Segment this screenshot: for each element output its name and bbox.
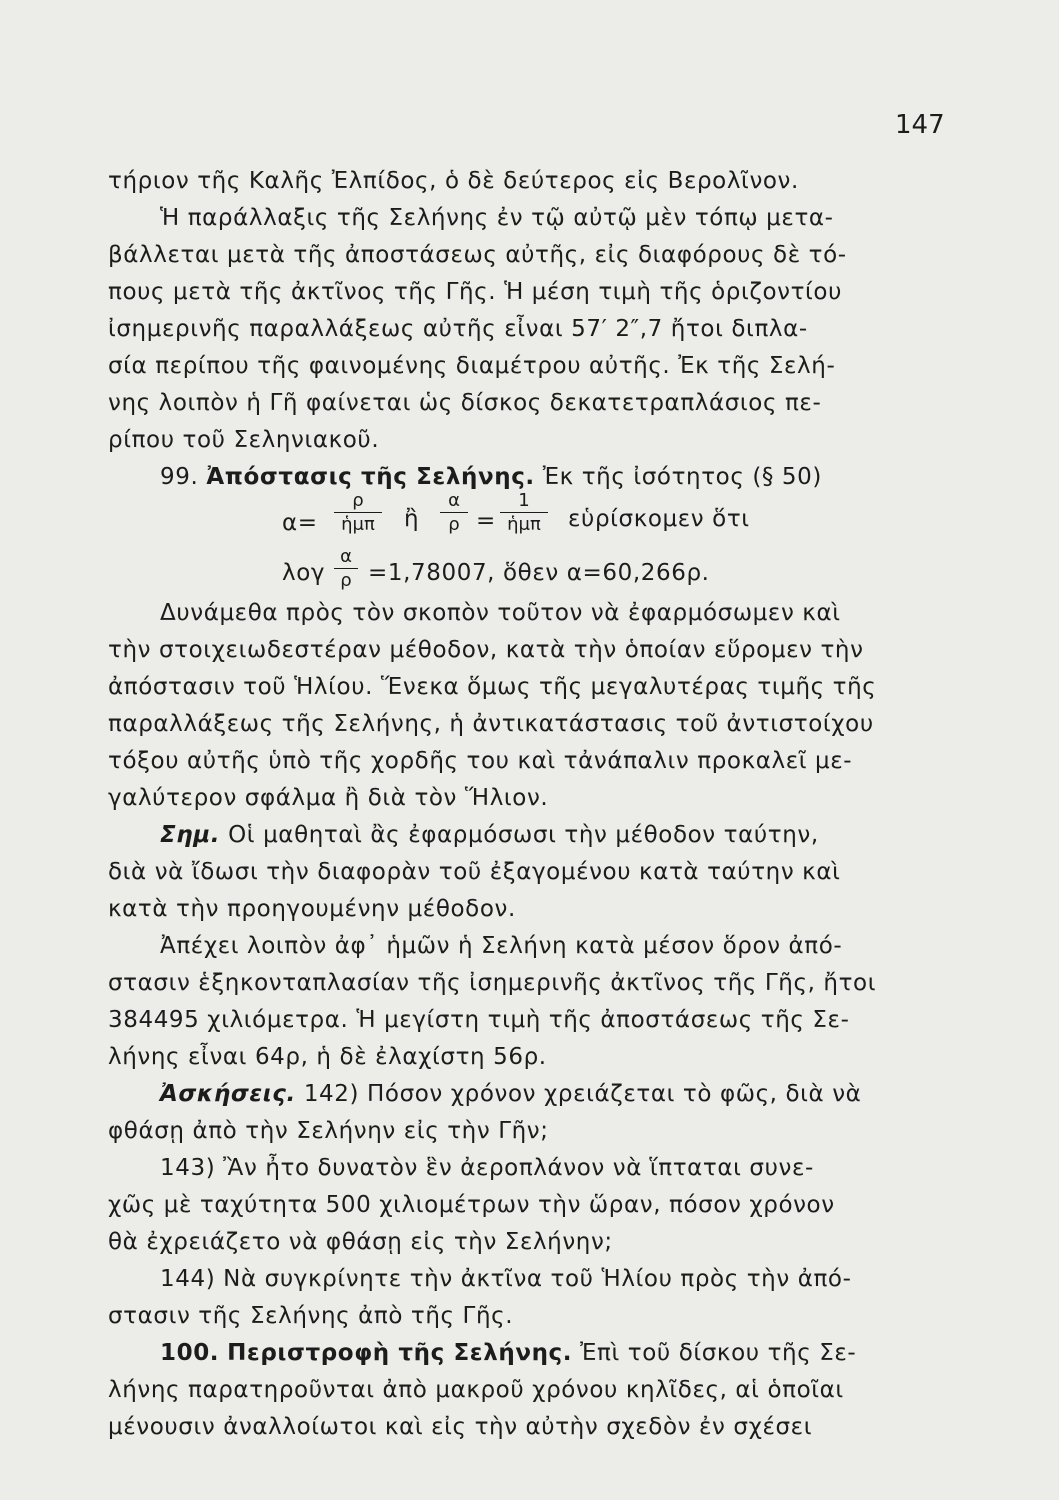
text-line: Ἀπέχει λοιπὸν ἀφ᾿ ἡμῶν ἡ Σελήνη κατὰ μέσον ὅρον ἀπό-	[160, 933, 843, 959]
text-line: τόξου αὐτῆς ὑπὸ τῆς χορδῆς του καὶ τἀνάπαλιν προκαλεῖ με-	[108, 748, 853, 774]
exercises-label: Ἀσκήσεις.	[160, 1081, 296, 1107]
fraction: α ρ	[440, 490, 468, 535]
text-line: πους μετὰ τῆς ἀκτῖνος τῆς Γῆς. Ἡ μέση τιμὴ τῆς ὁριζοντίου	[108, 279, 843, 305]
formula-tail: εὑρίσκομεν ὅτι	[568, 506, 750, 532]
text-line: βάλλεται μετὰ τῆς ἀποστάσεως αὐτῆς, εἰς διαφόρους δὲ τό-	[108, 242, 847, 268]
exercises-line	[160, 1081, 861, 1107]
text-line: κατὰ τὴν προηγουμένην μέθοδον.	[108, 896, 516, 922]
text-line: τήριον τῆς Καλῆς Ἐλπίδος, ὁ δὲ δεύτερος εἰς Βερολῖνον.	[108, 168, 799, 194]
note-label: Σημ.	[160, 822, 221, 848]
text-line: μένουσιν ἀναλλοίωτοι καὶ εἰς τὴν αὐτὴν σχεδὸν ἐν σχέσει	[108, 1414, 813, 1440]
formula-eq: =	[476, 508, 496, 534]
exercise-144: 144) Νὰ συγκρίνητε τὴν ἀκτῖνα τοῦ Ἡλίου πρὸς τὴν ἀπό-	[160, 1266, 852, 1292]
text-line: τὴν στοιχειωδεστέραν μέθοδον, κατὰ τὴν ὁποίαν εὕρομεν τὴν	[108, 637, 864, 663]
text-line: ἀπόστασιν τοῦ Ἡλίου. Ἕνεκα ὅμως τῆς μεγαλυτέρας τιμῆς τῆς	[108, 674, 877, 700]
section-100-line	[160, 1340, 856, 1366]
text-line: ρίπου τοῦ Σεληνιακοῦ.	[108, 427, 380, 453]
formula-rest: =1,78007, ὅθεν α=60,266ρ.	[368, 560, 710, 586]
text-line: σία περίπου τῆς φαινομένης διαμέτρου αὐτῆς. Ἐκ τῆς Σελή-	[108, 353, 836, 379]
text-line: Ἡ παράλλαξις τῆς Σελήνης ἐν τῷ αὐτῷ μὲν τόπῳ μετα-	[160, 205, 834, 231]
text-line: γαλύτερον σφάλμα ἢ διὰ τὸν Ἥλιον.	[108, 785, 549, 811]
fraction: 1 ἡμπ	[500, 490, 548, 535]
note-text: Οἱ μαθηταὶ ἂς ἐφαρμόσωσι τὴν μέθοδον ταύτην,	[228, 822, 819, 848]
fraction: α ρ	[334, 546, 358, 591]
section-heading: Ἀπόστασις τῆς Σελήνης.	[206, 464, 535, 490]
section-text: Ἐπὶ τοῦ δίσκου τῆς Σε-	[580, 1340, 857, 1366]
text-line: Δυνάμεθα πρὸς τὸν σκοπὸν τοῦτον νὰ ἐφαρμόσωμεν καὶ	[160, 600, 841, 626]
formula-or: ἢ	[404, 506, 420, 532]
fraction: ρ ἡμπ	[334, 490, 382, 535]
text-line: φθάσῃ ἀπὸ τὴν Σελήνην εἰς τὴν Γῆν;	[108, 1118, 549, 1144]
text-line: ἰσημερινῆς παραλλάξεως αὐτῆς εἶναι 57′ 2″,7 ἤτοι διπλα-	[108, 316, 808, 342]
text-line: λήνης παρατηροῦνται ἀπὸ μακροῦ χρόνου κηλῖδες, αἱ ὁποῖαι	[108, 1377, 844, 1403]
text-line: θὰ ἐχρειάζετο νὰ φθάσῃ εἰς τὴν Σελήνην;	[108, 1229, 613, 1255]
text-line: στασιν τῆς Σελήνης ἀπὸ τῆς Γῆς.	[108, 1303, 514, 1329]
section-heading: Περιστροφὴ τῆς Σελήνης.	[227, 1340, 573, 1366]
page-number: 147	[895, 110, 945, 140]
exercise-143: 143) Ἂν ἦτο δυνατὸν ἓν ἀεροπλάνον νὰ ἵπταται συνε-	[160, 1155, 814, 1181]
section-number: 100.	[160, 1340, 220, 1366]
text-line: 384495 χιλιόμετρα. Ἡ μεγίστη τιμὴ τῆς ἀποστάσεως τῆς Σε-	[108, 1007, 850, 1033]
exercise-142: 142) Πόσον χρόνον χρειάζεται τὸ φῶς, διὰ νὰ	[303, 1081, 862, 1107]
formula-lhs: α=	[282, 510, 318, 536]
text-line: παραλλάξεως τῆς Σελήνης, ἡ ἀντικατάστασις τοῦ ἀντιστοίχου	[108, 711, 874, 737]
text-line: νης λοιπὸν ἡ Γῆ φαίνεται ὡς δίσκος δεκατετραπλάσιος πε-	[108, 390, 822, 416]
text-line: διὰ νὰ ἴδωσι τὴν διαφορὰν τοῦ ἐξαγομένου κατὰ ταύτην καὶ	[108, 859, 841, 885]
section-text: Ἐκ τῆς ἰσότητος (§ 50)	[542, 464, 822, 490]
text-line: στασιν ἑξηκονταπλασίαν τῆς ἰσημερινῆς ἀκτῖνος τῆς Γῆς, ἤτοι	[108, 970, 877, 996]
section-99-line	[160, 464, 822, 490]
formula-log: λογ	[282, 560, 326, 586]
section-number: 99.	[160, 464, 199, 490]
text-line: χῶς μὲ ταχύτητα 500 χιλιομέτρων τὴν ὥραν, πόσον χρόνον	[108, 1192, 835, 1218]
text-line: λήνης εἶναι 64ρ, ἡ δὲ ἐλαχίστη 56ρ.	[108, 1044, 547, 1070]
note-line	[160, 822, 819, 848]
